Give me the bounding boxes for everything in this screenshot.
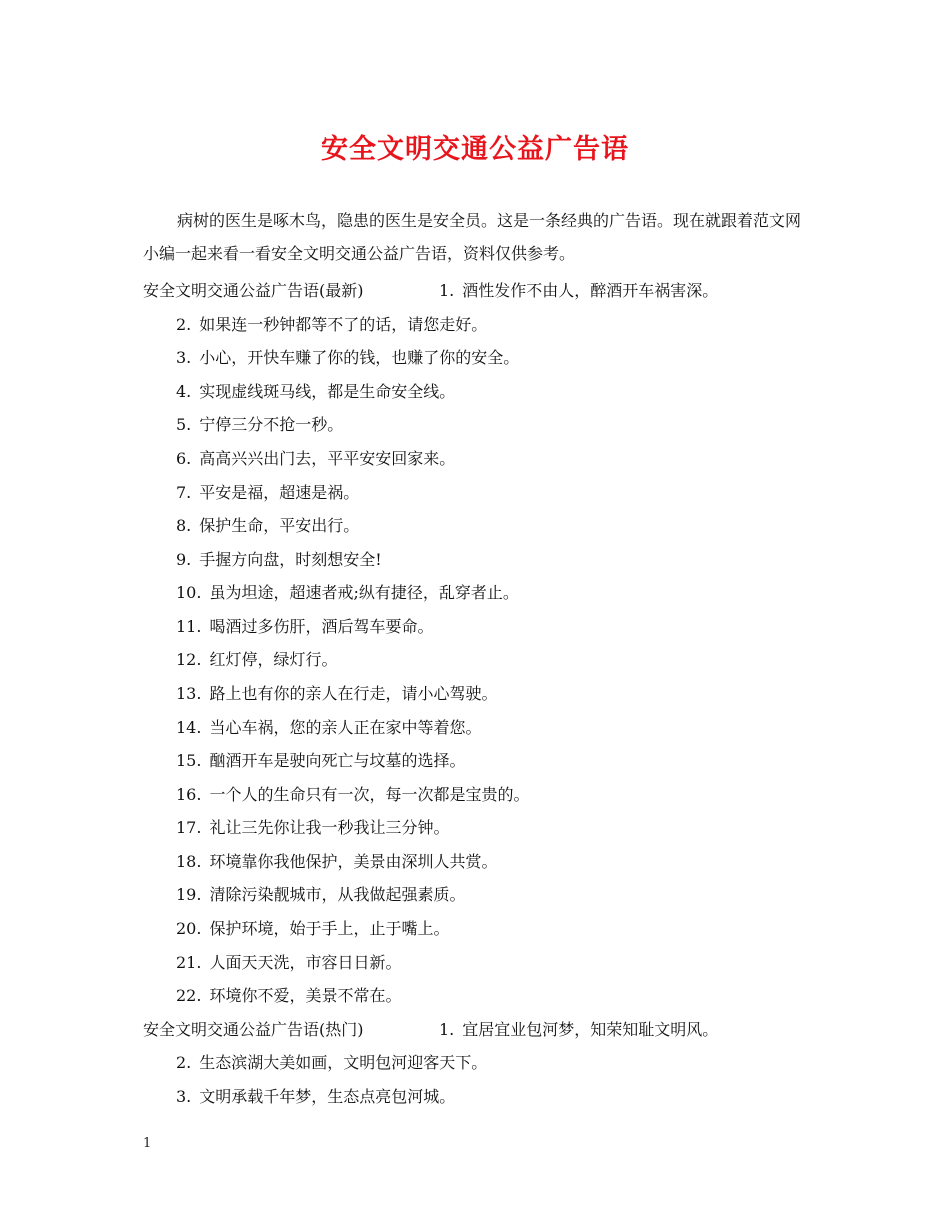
list-item-number: 12. <box>176 650 202 669</box>
list-item <box>176 514 359 538</box>
list-item <box>176 951 401 975</box>
list-item-number: 6. <box>176 449 192 468</box>
list-item-number: 9. <box>176 550 192 569</box>
list-item-number: 3. <box>176 1087 192 1106</box>
list-item-text: 酒性发作不由人，醉酒开车祸害深。 <box>462 281 719 300</box>
list-item-text: 环境靠你我他保护，美景由深圳人共赏。 <box>209 852 498 871</box>
list-item-number: 19. <box>176 885 202 904</box>
list-item-number: 13. <box>176 684 202 703</box>
list-item-text: 宜居宜业包河梦，知荣知耻文明风。 <box>462 1020 719 1039</box>
list-item <box>176 1051 487 1075</box>
section-latest-header <box>143 279 718 303</box>
list-item-text: 实现虚线斑马线，都是生命安全线。 <box>199 382 456 401</box>
list-item-text: 环境你不爱，美景不常在。 <box>209 986 402 1005</box>
list-item-text: 如果连一秒钟都等不了的话，请您走好。 <box>199 315 488 334</box>
list-item <box>176 850 497 874</box>
list-item <box>176 816 449 840</box>
list-item-text: 生态滨湖大美如画，文明包河迎客天下。 <box>199 1053 488 1072</box>
list-item <box>176 648 337 672</box>
document-title: 安全文明交通公益广告语 <box>321 134 629 165</box>
list-item <box>176 380 455 404</box>
list-item-text: 手握方向盘，时刻想安全! <box>199 550 382 569</box>
list-item <box>176 682 497 706</box>
list-item-text: 文明承载千年梦，生态点亮包河城。 <box>199 1087 456 1106</box>
list-item <box>176 413 343 437</box>
list-item <box>176 346 519 370</box>
list-item-number: 11. <box>176 617 202 636</box>
list-item-text: 路上也有你的亲人在行走，请小心驾驶。 <box>209 684 498 703</box>
list-item-number: 3. <box>176 348 192 367</box>
section-hot-header <box>143 1018 718 1042</box>
list-item <box>176 783 529 807</box>
list-item <box>176 1085 455 1109</box>
list-item-number: 14. <box>176 718 202 737</box>
list-item-text: 喝酒过多伤肝，酒后驾车要命。 <box>209 617 434 636</box>
intro-paragraph: 病树的医生是啄木鸟，隐患的医生是安全员。这是一条经典的广告语。现在就跟着范文网小编一起来看一看安全文明交通公益广告语，资料仅供参考。 <box>143 211 802 263</box>
list-item-number: 1. <box>439 281 455 300</box>
list-item <box>176 716 481 740</box>
list-item-text: 小心，开快车赚了你的钱，也赚了你的安全。 <box>199 348 520 367</box>
list-item <box>176 984 401 1008</box>
list-item-text: 宁停三分不抢一秒。 <box>199 415 344 434</box>
list-item-number: 20. <box>176 919 202 938</box>
list-item-number: 8. <box>176 516 192 535</box>
list-item-number: 4. <box>176 382 192 401</box>
section-hot-title: 安全文明交通公益广告语(热门) <box>143 1020 364 1039</box>
list-item-text: 一个人的生命只有一次，每一次都是宝贵的。 <box>209 785 530 804</box>
section-latest-title: 安全文明交通公益广告语(最新) <box>143 281 364 300</box>
list-item-number: 1. <box>439 1020 455 1039</box>
list-item-text: 虽为坦途，超速者戒;纵有捷径，乱穿者止。 <box>209 583 519 602</box>
list-item <box>176 749 465 773</box>
list-item-text: 礼让三先你让我一秒我让三分钟。 <box>209 818 450 837</box>
list-item-number: 22. <box>176 986 202 1005</box>
list-item <box>176 917 449 941</box>
list-item-number: 18. <box>176 852 202 871</box>
list-item-number: 10. <box>176 583 202 602</box>
list-item-text: 酗酒开车是驶向死亡与坟墓的选择。 <box>209 751 466 770</box>
list-item-number: 17. <box>176 818 202 837</box>
list-item-number: 16. <box>176 785 202 804</box>
list-item-text: 保护环境，始于手上，止于嘴上。 <box>209 919 450 938</box>
list-item-number: 15. <box>176 751 202 770</box>
list-item-text: 平安是福，超速是祸。 <box>199 483 360 502</box>
list-item-number: 7. <box>176 483 192 502</box>
list-item <box>176 615 433 639</box>
list-item-text: 高高兴兴出门去，平平安安回家来。 <box>199 449 456 468</box>
list-item <box>176 481 359 505</box>
list-item <box>176 313 487 337</box>
list-item-number: 2. <box>176 315 192 334</box>
list-item-text: 清除污染靓城市，从我做起强素质。 <box>209 885 466 904</box>
list-item <box>176 447 455 471</box>
list-item-text: 人面天天洗，市容日日新。 <box>209 953 402 972</box>
list-item <box>176 883 465 907</box>
list-item-text: 当心车祸，您的亲人正在家中等着您。 <box>209 718 482 737</box>
list-item <box>176 581 519 605</box>
list-item-text: 红灯停，绿灯行。 <box>209 650 338 669</box>
list-item-text: 保护生命，平安出行。 <box>199 516 360 535</box>
page-number: 1 <box>143 1136 152 1151</box>
list-item <box>176 548 382 572</box>
list-item-number: 5. <box>176 415 192 434</box>
list-item-number: 2. <box>176 1053 192 1072</box>
list-item-number: 21. <box>176 953 202 972</box>
